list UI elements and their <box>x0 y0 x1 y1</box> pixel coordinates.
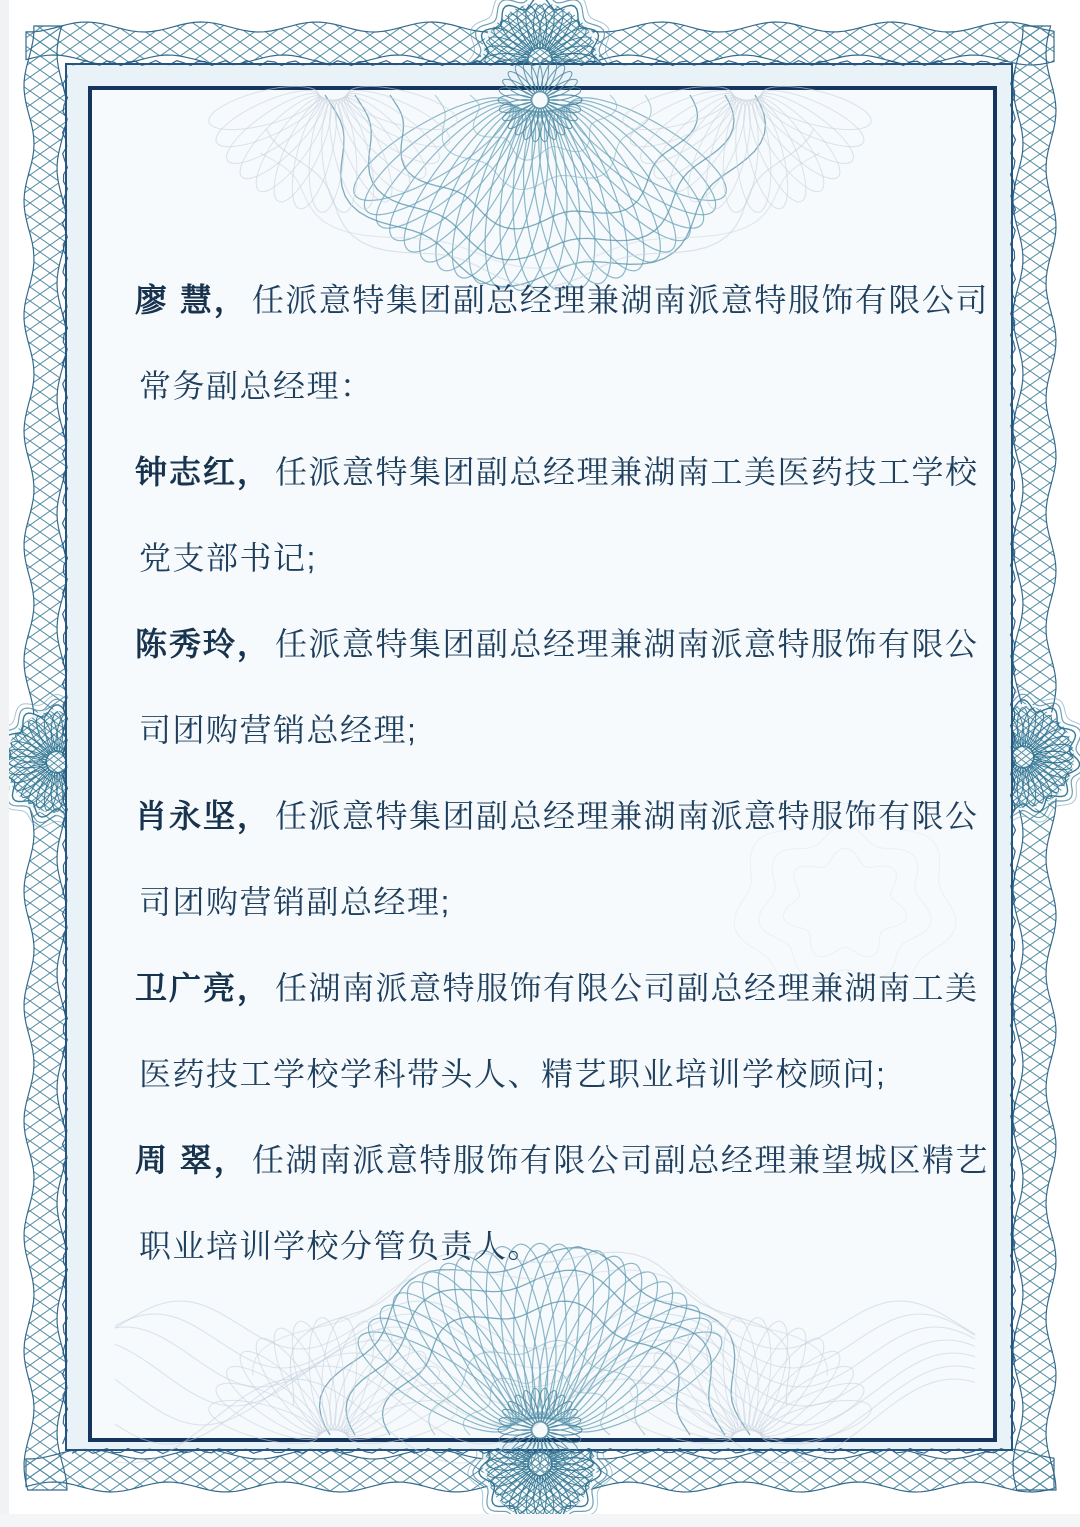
person-name: 陈秀玲， <box>135 626 272 662</box>
line-text: 任湖南派意特服饰有限公司副总经理兼望城区精艺 <box>251 1142 989 1178</box>
line-text: 司团购营销总经理; <box>139 712 418 748</box>
line-text: 任派意特集团副总经理兼湖南派意特服饰有限公 <box>275 798 979 834</box>
appointment-text <box>135 257 989 1289</box>
person-name: 肖永坚， <box>135 798 272 834</box>
line-text: 医药技工学校学科带头人、精艺职业培训学校顾问; <box>139 1056 887 1092</box>
line-text: 职业培训学校分管负责人。 <box>139 1228 542 1264</box>
appointment-line <box>135 343 968 429</box>
appointment-line <box>135 859 968 945</box>
person-name: 廖 慧， <box>135 282 248 318</box>
line-text: 党支部书记; <box>139 540 317 576</box>
appointment-line <box>135 1117 989 1203</box>
person-name: 钟志红， <box>135 454 272 490</box>
appointment-line <box>135 1031 968 1117</box>
line-text: 任派意特集团副总经理兼湖南派意特服饰有限公 <box>275 626 979 662</box>
appointment-line <box>135 601 979 687</box>
person-name: 卫广亮， <box>135 970 272 1006</box>
line-text: 任派意特集团副总经理兼湖南工美医药技工学校 <box>275 454 979 490</box>
appointment-line <box>135 515 968 601</box>
appointment-line <box>135 1203 968 1289</box>
photo-edge-artifact-left <box>0 0 9 1527</box>
appointment-line <box>135 257 989 343</box>
line-text: 任派意特集团副总经理兼湖南派意特服饰有限公司 <box>251 282 989 318</box>
appointment-line <box>135 773 979 859</box>
photo-edge-artifact-bottom <box>0 1514 1080 1527</box>
appointment-line <box>135 945 979 1031</box>
line-text: 任湖南派意特服饰有限公司副总经理兼湖南工美 <box>275 970 979 1006</box>
line-text: 常务副总经理： <box>139 368 374 404</box>
appointment-line <box>135 687 968 773</box>
person-name: 周 翠， <box>135 1142 248 1178</box>
line-text: 司团购营销副总经理; <box>139 884 451 920</box>
appointment-line <box>135 429 979 515</box>
